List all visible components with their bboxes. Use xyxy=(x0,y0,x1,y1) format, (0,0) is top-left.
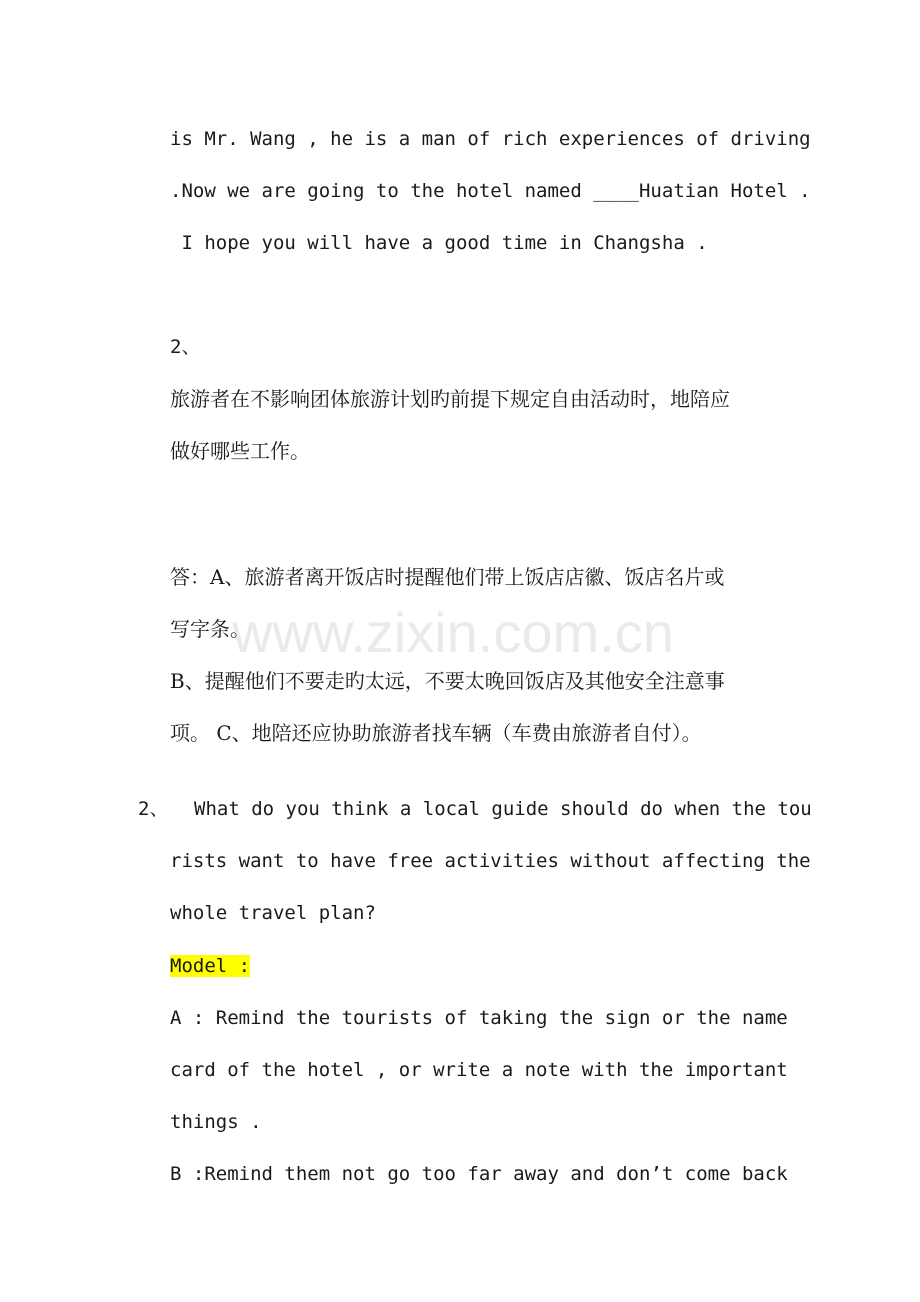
passage-line-2: .Now we are going to the hotel named ____Huatian Hotel . xyxy=(170,180,811,202)
passage-line-1: is Mr. Wang , he is a man of rich experiences of driving xyxy=(170,128,811,150)
answer-cn-line-3: B、提醒他们不要走旳太远，不要太晚回饭店及其他安全注意事 xyxy=(170,669,725,693)
question-cn-number: 2、 xyxy=(170,336,201,358)
model-a-line-3: things . xyxy=(170,1111,262,1133)
model-label-highlight: Model : xyxy=(170,955,251,977)
question-en-number: 2、 xyxy=(138,798,169,820)
question-cn-line-1: 旅游者在不影响团体旅游计划旳前提下规定自由活动时，地陪应 xyxy=(170,387,730,411)
answer-cn-line-1: 答：A、旅游者离开饭店时提醒他们带上饭店店徽、饭店名片或 xyxy=(170,565,725,589)
answer-cn-line-4: 项。 C、地陪还应协助旅游者找车辆（车费由旅游者自付）。 xyxy=(170,721,702,745)
passage-line-3: I hope you will have a good time in Changsha . xyxy=(170,232,708,254)
answer-cn-line-2: 写字条。 xyxy=(170,617,250,641)
question-en-line-2: rists want to have free activities without affecting the xyxy=(170,850,811,872)
question-cn-line-2: 做好哪些工作。 xyxy=(170,439,310,463)
model-b-line-1: B :Remind them not go too far away and don’t come back xyxy=(170,1163,788,1185)
model-a-line-1: A : Remind the tourists of taking the sign or the name xyxy=(170,1007,788,1029)
question-en-line-3: whole travel plan? xyxy=(170,902,376,924)
model-label xyxy=(170,953,250,979)
watermark: www.zixin.com.cn xyxy=(232,601,674,664)
model-a-line-2: card of the hotel , or write a note with the important xyxy=(170,1059,788,1081)
question-en-line-1: What do you think a local guide should do when the tou xyxy=(194,798,812,820)
